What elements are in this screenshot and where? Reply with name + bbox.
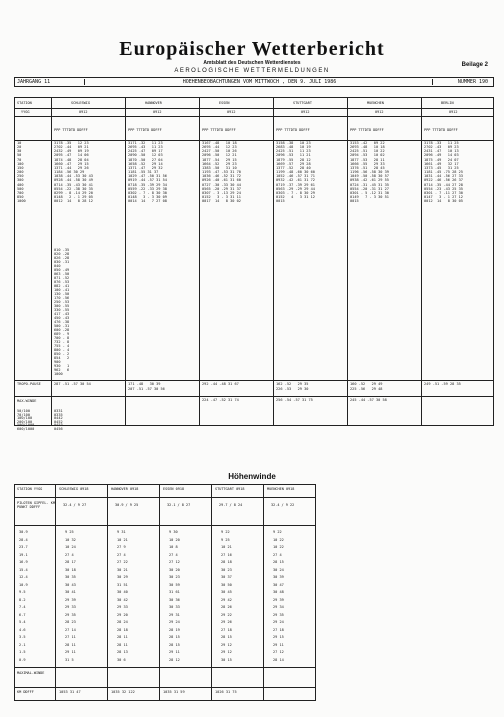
hw-station-name: HANNOVER 0918 [111,487,139,491]
hw-pilot-value: 32.4 / 9 27 [63,503,87,507]
hw-station-name: STUTTGART 0918 [215,487,245,491]
report-subtitle: AEROLOGISCHE WETTERMELDUNGEN [174,68,330,74]
hw-wind-column: 9 22 10 22 10 22 27 4 28 15 30 24 30 39 30 47 30 48 29 39 29 34 29 35 29 24 27 18 29 15 29 11 27 12 28 14 [273,530,284,662]
tropopause-value: 287 -51 -57 30 54 [54,382,91,386]
column-header: PPP TTTDTD DDFFF [424,128,458,132]
station-data-column: 3167 -48 10 18 2695 -44 12 23 2427 -50 10 26 2096 -50 12 21 1877 -54 29 15 1664 -52 29 23 1383 -50 31 10 1193 -47 -53 31 70 1036 -46 -52 31 72 0926 -40 -61 31 60 0727 -30 -33 30 44 0565 -20 -29 31 37 0307 - 3 -13 29 24 0152 3 - 3 31 11 0017 14 8 30 02 [202,141,241,204]
hw-maxwind-head: KM DDFFF [17,690,34,694]
hoehenwinde-title: Höhenwinde [228,472,276,481]
tropopause-value: 249 -51 -59 28 35 [424,382,461,386]
station-yygg: 0912 [449,110,458,114]
hw-station-name: MUENCHEN 0918 [267,487,295,491]
tropopause-value: 292 -44 -48 31 67 [202,382,239,386]
hoehenwinde-table [14,484,316,701]
station-yygg: 0912 [79,110,88,114]
station-data-column: 3171 -32 11 23 2695 -43 11 23 2425 -47 09 17 2090 -50 12 03 1870 -50 27 04 1658 -52 29 14 1371 -47 29 32 1181 -55 31 37 1029 -47 -50 31 56 0919 -44 -57 31 54 0718 -35 -39 29 34 0559 -22 -33 29 38 0302 - 7 - 8 30 30 0148 3 - 3 30 09 0014 14 7 27 08 [128,141,167,204]
station-name: HANNOVER [145,101,162,105]
station-data-column: 3178 -33 11 25 2702 -43 09 23 2431 -47 10 13 2096 -49 14 03 1875 -49 24 07 1661 -49 32 17 1373 -45 31 25 1181 -45 -75 28 25 1031 -44 -56 27 33 0922 -46 -56 26 37 0714 -35 -44 27 28 0554 -23 -43 25 35 0301 - 7 -11 27 30 0147 3 - 1 27 12 0012 14 8 30 05 [424,141,463,204]
column-header: PPP TTTDTD DDFFF [128,128,162,132]
hw-maxwind-value: 1035 32 122 [111,690,135,694]
maxwind-value: 256 -54 -57 31 75 [276,398,313,402]
tropopause-value: 171 -48 30 39 207 -51 -57 30 56 [128,382,165,391]
hw-wind-column: 9 25 10 32 10 24 27 4 28 17 30 18 30 35 30 43 30 41 29 39 29 33 29 35 28 23 27 14 27 11 28 11 29 11 31 5 [65,530,76,662]
hw-maxwind-value: 1053 31 47 [59,690,81,694]
tropopause-value: 162 -52 29 35 226 -53 29 30 [276,382,309,391]
hw-wind-column: 9 31 10 21 27 9 27 4 27 22 30 21 30 29 31 51 30 40 30 42 29 33 29 20 28 24 28 18 28 11 28 11 28 13 30 6 [117,530,128,662]
tropo-label: TROPO-PAUSE [17,382,41,386]
hw-pilot-label: PILOTEN GIPFEL- KM PUNKT DDFFF [17,501,55,509]
maxwind-value: 245 -44 -57 30 58 [350,398,387,402]
issue-number: NUMMER 190 [457,79,488,85]
station-data-column: 3153 -42 09 22 2693 -48 10 18 2425 -51 10 22 2094 -53 10 02 1877 -53 28 11 1666 -55 29 33 1376 -51 28 45 1196 -56 -58 30 39 1049 -50 -58 30 57 0938 -42 -61 29 55 0724 -31 -45 31 35 0554 -20 -31 31 27 0301 - 5 -12 31 30 0149 7 - 3 30 51 0015 [350,141,389,204]
station-name: MUENCHEN [367,101,384,105]
station-yygg: 0912 [227,110,236,114]
station-data-column: 3178 -35 12 23 2702 -44 09 21 2432 -49 09 19 2095 -47 14 06 1874 -48 28 04 1660 -47 29 15 1371 -44 29 26 1184 -56 30 29 1038 -44 -53 30 43 0928 -44 -58 30 49 0714 -35 -43 30 41 0554 -22 -38 30 35 0299 - 8 -14 29 20 0148 2 - 1 29 05 0012 14 8 28 12 [54,141,93,204]
station-name: SCHLESWIG [71,101,90,105]
column-header: PPP TTTDTD DDFFF [350,128,384,132]
column-header: PPP TTTDTD DDFFF [276,128,310,132]
hw-height-column: 30.9 28.4 23.7 19.1 16.9 15.4 12.4 10.9 9.5 8.2 7.4 6.7 5.4 4.6 3.5 2.1 1.5 0.9 [19,530,28,662]
hw-station-name: SCHLESWIG 0918 [59,487,89,491]
hw-pilot-value: 29.7 / 8 24 [219,503,243,507]
station-yygg: 0912 [375,110,384,114]
info-bar [14,77,494,87]
hw-maxwind-value: 1035 31 59 [163,690,185,694]
upper-air-table [14,97,494,431]
hw-pilot-value: 32.1 / 8 27 [167,503,191,507]
hw-wind-column: 9 22 9 25 10 21 27 16 28 18 30 23 30 37 30 50 30 45 29 42 28 26 29 22 29 26 27 18 28 15 29 12 29 12 30 15 [221,530,232,662]
hw-station-label: STATION YYGG [17,487,43,491]
hw-wind-column: 9 30 10 20 10 8 27 4 27 12 30 20 30 23 30 59 31 61 30 36 30 33 29 31 29 24 28 19 28 15 28 15 29 11 28 12 [169,530,180,662]
hw-pilot-value: 32.4 / 9 22 [271,503,295,507]
maxwind-value: 224 -47 -52 31 74 [202,398,239,402]
station-name: BERLIN [441,101,454,105]
hw-station-name: ESSEN 0918 [163,487,185,491]
station-label: STATION [17,101,32,105]
column-header: PPP TTTDTD DDFFF [202,128,236,132]
station-name: ESSEN [219,101,230,105]
station-name: STUTTGART [293,101,312,105]
station-data-column: 3158 -38 10 23 2683 -48 10 19 2425 -51 11 23 2096 -53 11 21 1879 -55 28 12 1669 -57 29 28 1377 -52 28 40 1199 -48 -60 30 60 1052 -46 -57 31 71 0932 -42 -61 31 72 0719 -37 -39 29 61 0563 -29 -29 29 44 0303 - 7 - 8 30 29 0152 4 3 31 12 0015 [276,141,315,204]
hw-maxwind-label: MAXIMAL-WINDE [17,671,45,675]
yygg-label: YYGG [21,110,30,114]
hw-pilot-value: 30.9 / 9 25 [115,503,139,507]
year-label: JAHRGANG 11 [15,79,85,85]
high-level-column: 50/100 70/100 100/100 200/100 500/1000 600/1000 [17,409,35,431]
issuer-line: Amtsblatt des Deutschen Wetterdienstes [203,60,301,66]
pressure-level-column: 10 20 30 50 70 100 150 200 250 300 400 500 700 850 1000 [17,141,26,204]
high-level-values: 0331 0335 0442 0452 0453 0456 [54,409,63,431]
significant-levels: 010 -35 020 -28 026 -28 030 -31 040 050 -49 063 -50 071 -52 076 -53 082 -41 100 -41 130 -50 170 -56 250 -53 300 -55 330 -55 417 -43 450 -43 476 -38 500 -31 600 -28 689 - 9 700 - 8 732 - 8 755 - 4 800 - 4 850 - 2 854 2 900 930 1 962 6 1000 [54,248,70,376]
hw-maxwind-value: 1026 31 75 [215,690,237,694]
column-header: PPP TTTDTD DDFFF [54,128,88,132]
observation-label: HOEHENBEOBACHTUNGEN VOM MITTWOCH , DEN 9. JULI 1986 [85,79,433,85]
maxwind-label: MAX-WINDE [17,399,37,403]
page-title: Europäischer Wetterbericht [119,38,385,60]
station-yygg: 0912 [153,110,162,114]
station-yygg: 0912 [301,110,310,114]
tropopause-value: 160 -52 29 49 225 -56 29 48 [350,382,383,391]
supplement-label: Beilage 2 [461,62,488,68]
